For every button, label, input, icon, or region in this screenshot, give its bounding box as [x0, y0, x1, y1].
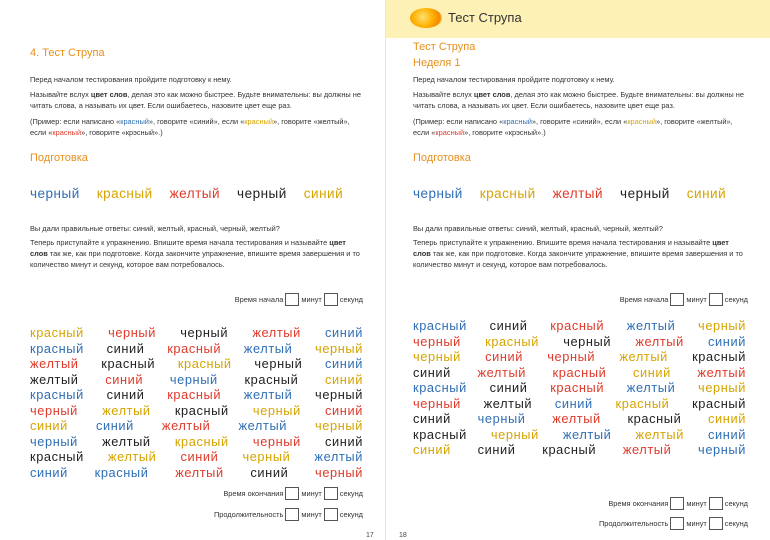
stroop-word: красный: [174, 433, 229, 449]
example-word: красный: [627, 117, 656, 126]
prep-word: желтый: [552, 186, 604, 201]
stroop-word: синий: [30, 464, 68, 480]
stroop-word: синий: [708, 411, 746, 426]
stroop-word: черный: [547, 349, 596, 364]
stroop-grid: [413, 318, 746, 458]
right-page: [386, 0, 770, 540]
example-part: », говорите «желтый», если «: [30, 117, 350, 137]
instruction-text: [413, 89, 748, 111]
week-title: Неделя 1: [413, 57, 461, 69]
go-post: так же, как при подготовке. Когда закончите упражнение, впишите время завершения и то количество минут и секунд, которое вам потребовалось.: [30, 249, 360, 269]
instruction-bold: цвет слов: [90, 90, 128, 99]
prep-words: [413, 186, 743, 201]
stroop-word: желтый: [562, 426, 612, 442]
stroop-word: синий: [489, 318, 528, 333]
stroop-word: черный: [413, 395, 461, 411]
stroop-word: синий: [325, 402, 363, 418]
grid-row: [30, 403, 363, 419]
seconds-label: секунд: [339, 295, 363, 304]
section-title: Тест Струпа: [413, 41, 476, 53]
stroop-word: синий: [105, 371, 144, 387]
example-part: », говорите «синий», если «: [531, 117, 628, 126]
start-seconds-box[interactable]: [709, 293, 723, 306]
stroop-word: желтый: [107, 449, 157, 464]
stroop-word: синий: [106, 387, 145, 402]
stroop-word: красный: [30, 449, 84, 464]
stroop-word: желтый: [175, 464, 224, 480]
instruction-pre: Называйте вслух: [413, 90, 474, 99]
duration-label: Продолжительность: [213, 510, 284, 519]
grid-row: [30, 387, 363, 403]
duration-row: [599, 517, 748, 530]
stroop-word: черный: [252, 433, 301, 449]
stroop-word: красный: [167, 387, 222, 402]
intro-text: Перед началом тестирования пройдите подготовку к нему.: [30, 75, 232, 84]
instruction-post: , делая это как можно быстрее. Будьте внимательны: вы должны не читать слова, а называть их цвет. Если ошибаетесь, назовите цвет еще раз.: [30, 90, 361, 110]
stroop-word: желтый: [252, 325, 301, 340]
grid-row: [30, 418, 363, 434]
go-bold: цвет слов: [413, 238, 729, 258]
stroop-word: желтый: [102, 433, 151, 449]
stroop-word: черный: [169, 371, 218, 387]
example-word: красный: [244, 117, 273, 126]
stroop-word: черный: [30, 433, 78, 449]
minutes-label: минут: [301, 489, 322, 498]
stroop-word: красный: [550, 380, 605, 395]
stroop-word: желтый: [30, 371, 79, 387]
example-part: (Пример: если написано «: [30, 117, 121, 126]
stroop-word: желтый: [626, 318, 676, 333]
prep-word: красный: [479, 186, 536, 201]
prep-title: Подготовка: [413, 152, 471, 164]
stroop-word: черный: [413, 349, 461, 364]
stroop-word: красный: [485, 333, 539, 349]
page-number: 17: [366, 532, 374, 539]
stroop-word: черный: [252, 402, 301, 418]
example-word: красный: [503, 117, 532, 126]
stroop-word: синий: [180, 449, 219, 464]
grid-row: [30, 325, 363, 341]
stroop-word: красный: [550, 318, 605, 333]
end-seconds-box[interactable]: [324, 487, 338, 500]
stroop-word: красный: [94, 464, 149, 480]
stroop-word: желтый: [30, 356, 79, 371]
prep-words: [30, 186, 360, 201]
intro-text: Перед началом тестирования пройдите подготовку к нему.: [413, 75, 615, 84]
example-word: красный: [435, 128, 465, 137]
stroop-word: синий: [485, 349, 524, 364]
stroop-word: желтый: [622, 442, 672, 457]
stroop-word: желтый: [238, 418, 287, 433]
grid-row: [30, 465, 363, 481]
prep-word: красный: [96, 186, 153, 201]
grid-row: [30, 372, 363, 388]
stroop-word: желтый: [619, 349, 668, 364]
grid-row: [413, 365, 746, 381]
stroop-word: синий: [554, 395, 593, 411]
stroop-word: красный: [692, 395, 746, 411]
example-text: [413, 116, 748, 138]
grid-row: [413, 427, 746, 443]
duration-minutes-box[interactable]: [285, 508, 299, 521]
page-number: 18: [399, 532, 407, 539]
stroop-word: черный: [563, 333, 612, 349]
stroop-word: красный: [542, 442, 597, 457]
question-text: Вы дали правильные ответы: синий, желтый, красный, черный, желтый?: [30, 224, 280, 233]
grid-row: [30, 434, 363, 450]
prep-word: черный: [30, 186, 80, 201]
stroop-word: красный: [167, 340, 222, 356]
section-title: 4. Тест Струпа: [30, 47, 105, 59]
header-banner: [386, 0, 770, 38]
start-seconds-box[interactable]: [324, 293, 338, 306]
instruction-post: , делая это как можно быстрее. Будьте внимательны: вы должны не читать слова, а называть их цвет. Если ошибаетесь, назовите цвет еще раз.: [413, 90, 744, 110]
prep-word: желтый: [169, 186, 221, 201]
stroop-word: желтый: [243, 340, 293, 356]
logo-icon: [410, 8, 442, 28]
stroop-word: синий: [325, 433, 363, 449]
stroop-word: синий: [325, 371, 363, 387]
stroop-word: синий: [708, 426, 746, 442]
stroop-word: желтый: [102, 402, 151, 418]
stroop-word: черный: [108, 325, 156, 340]
prep-title: Подготовка: [30, 152, 88, 164]
stroop-word: красный: [244, 371, 299, 387]
stroop-word: синий: [413, 442, 451, 457]
stroop-word: синий: [477, 442, 516, 457]
stroop-word: красный: [413, 318, 467, 333]
stroop-word: синий: [632, 364, 671, 380]
instruction-text: [30, 89, 365, 111]
stroop-word: желтый: [635, 426, 684, 442]
stroop-word: синий: [489, 380, 528, 395]
question-text: Вы дали правильные ответы: синий, желтый, красный, черный, желтый?: [413, 224, 663, 233]
seconds-label: секунд: [724, 519, 748, 528]
minutes-label: минут: [686, 499, 707, 508]
stroop-word: желтый: [243, 387, 293, 402]
minutes-label: минут: [301, 510, 322, 519]
end-seconds-box[interactable]: [709, 497, 723, 510]
prep-word: синий: [303, 186, 344, 201]
stroop-word: синий: [250, 464, 289, 480]
end-time-label: Время окончания: [608, 499, 669, 508]
stroop-word: черный: [30, 402, 78, 418]
stroop-word: желтый: [161, 418, 211, 433]
stroop-word: желтый: [552, 411, 601, 426]
stroop-word: красный: [177, 356, 232, 371]
grid-row: [413, 396, 746, 412]
stroop-word: синий: [30, 418, 68, 433]
stroop-word: красный: [30, 387, 84, 402]
stroop-word: желтый: [626, 380, 676, 395]
stroop-word: желтый: [314, 449, 363, 464]
stroop-word: красный: [552, 364, 607, 380]
stroop-word: черный: [490, 426, 539, 442]
prep-word: синий: [686, 186, 727, 201]
prep-word: черный: [237, 186, 287, 201]
example-word: красный: [52, 128, 82, 137]
stroop-word: черный: [698, 380, 746, 395]
go-text: [30, 237, 365, 270]
stroop-word: красный: [692, 349, 746, 364]
instruction-bold: цвет слов: [473, 90, 511, 99]
stroop-word: синий: [325, 356, 363, 371]
start-time-row: [620, 293, 748, 306]
stroop-word: черный: [315, 464, 363, 480]
go-post: так же, как при подготовке. Когда закончите упражнение, впишите время завершения и то количество минут и секунд, которое вам потребовалось.: [413, 249, 743, 269]
stroop-word: красный: [30, 325, 84, 340]
stroop-word: черный: [413, 333, 461, 349]
go-pre: Теперь приступайте к упражнению. Впишите время начала тестирования и называйте: [413, 238, 713, 247]
end-minutes-box[interactable]: [285, 487, 299, 500]
minutes-label: минут: [301, 295, 322, 304]
example-part: », говорите «крэсный».): [81, 128, 163, 137]
end-time-label: Время окончания: [223, 489, 284, 498]
duration-label: Продолжительность: [598, 519, 669, 528]
stroop-word: красный: [174, 402, 229, 418]
instruction-pre: Называйте вслух: [30, 90, 91, 99]
grid-row: [30, 356, 363, 372]
stroop-word: синий: [413, 364, 451, 380]
grid-row: [30, 341, 363, 357]
stroop-word: черный: [477, 411, 526, 426]
example-part: », говорите «крэсный».): [464, 128, 546, 137]
stroop-word: синий: [708, 333, 746, 349]
stroop-word: красный: [615, 395, 670, 411]
example-part: », говорите «синий», если «: [148, 117, 245, 126]
stroop-word: черный: [254, 356, 303, 371]
stroop-word: красный: [627, 411, 682, 426]
stroop-word: черный: [315, 418, 363, 433]
start-time-label: Время начала: [619, 295, 669, 304]
prep-word: черный: [413, 186, 463, 201]
stroop-word: черный: [180, 325, 229, 340]
example-part: », говорите «желтый», если «: [413, 117, 733, 137]
seconds-label: секунд: [339, 489, 363, 498]
minutes-label: минут: [686, 519, 707, 528]
grid-row: [413, 442, 746, 458]
stroop-word: красный: [30, 340, 84, 356]
seconds-label: секунд: [724, 295, 748, 304]
seconds-label: секунд: [724, 499, 748, 508]
start-time-label: Время начала: [234, 295, 284, 304]
end-time-row: [608, 497, 748, 510]
stroop-word: желтый: [635, 333, 684, 349]
stroop-word: черный: [315, 340, 363, 356]
seconds-label: секунд: [339, 510, 363, 519]
stroop-word: желтый: [477, 364, 526, 380]
stroop-word: черный: [698, 442, 746, 457]
start-time-row: [235, 293, 363, 306]
end-time-row: [223, 487, 363, 500]
stroop-word: синий: [325, 325, 363, 340]
banner-title: Тест Струпа: [448, 10, 522, 25]
start-minutes-box[interactable]: [285, 293, 299, 306]
grid-row: [30, 449, 363, 465]
grid-row: [413, 349, 746, 365]
example-part: (Пример: если написано «: [413, 117, 504, 126]
prep-word: черный: [620, 186, 670, 201]
stroop-word: красный: [413, 426, 467, 442]
duration-seconds-box[interactable]: [324, 508, 338, 521]
duration-row: [214, 508, 363, 521]
stroop-word: желтый: [483, 395, 533, 411]
stroop-grid: [30, 325, 363, 480]
grid-row: [413, 380, 746, 396]
stroop-word: синий: [106, 340, 145, 356]
grid-row: [413, 411, 746, 427]
grid-row: [413, 318, 746, 334]
stroop-word: синий: [413, 411, 451, 426]
go-bold: цвет слов: [30, 238, 346, 258]
example-word: красный: [120, 117, 149, 126]
stroop-word: синий: [95, 418, 134, 433]
go-pre: Теперь приступайте к упражнению. Впишите время начала тестирования и называйте: [30, 238, 330, 247]
duration-minutes-box[interactable]: [670, 517, 684, 530]
minutes-label: минут: [686, 295, 707, 304]
end-minutes-box[interactable]: [670, 497, 684, 510]
stroop-word: черный: [315, 387, 363, 402]
stroop-word: желтый: [697, 364, 746, 380]
stroop-word: черный: [242, 449, 291, 464]
duration-seconds-box[interactable]: [709, 517, 723, 530]
stroop-word: красный: [101, 356, 156, 371]
grid-row: [413, 334, 746, 350]
example-text: [30, 116, 365, 138]
stroop-word: черный: [698, 318, 746, 333]
start-minutes-box[interactable]: [670, 293, 684, 306]
go-text: [413, 237, 748, 270]
stroop-word: красный: [413, 380, 467, 395]
